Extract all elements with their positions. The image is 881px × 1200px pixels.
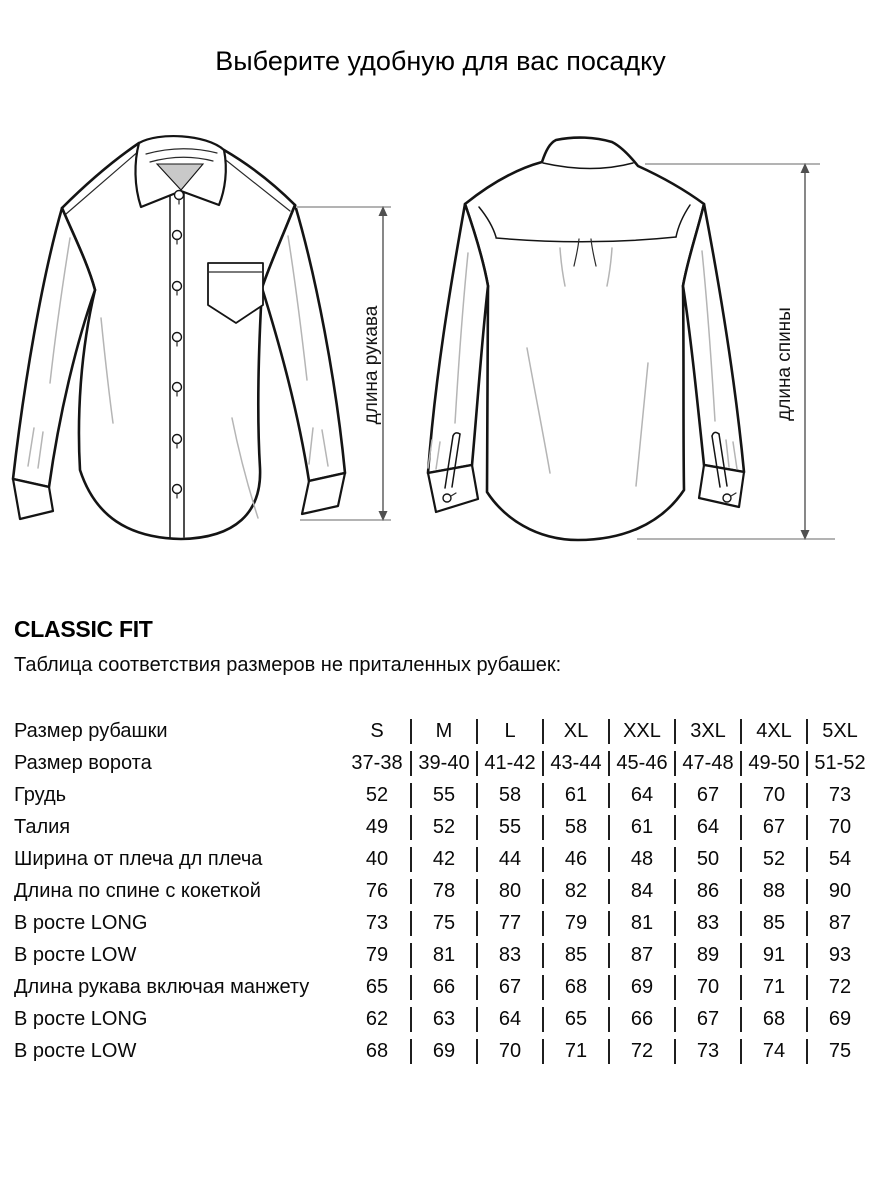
size-value: 73 xyxy=(806,783,872,808)
size-value: 52 xyxy=(410,815,476,840)
size-value: 51-52 xyxy=(806,751,872,776)
table-row xyxy=(14,975,872,1000)
row-label: Размер ворота xyxy=(14,752,152,774)
size-value: 45-46 xyxy=(608,751,674,776)
row-label: Размер рубашки xyxy=(14,720,168,742)
size-value: 70 xyxy=(476,1039,542,1064)
size-value: 67 xyxy=(674,783,740,808)
size-value: 64 xyxy=(608,783,674,808)
size-value: 46 xyxy=(542,847,608,872)
size-value: 65 xyxy=(365,976,389,998)
size-value: 93 xyxy=(806,943,872,968)
size-value: 71 xyxy=(740,975,806,1000)
table-row xyxy=(14,847,872,872)
table-row xyxy=(14,783,872,808)
size-value: 70 xyxy=(740,783,806,808)
size-value: 82 xyxy=(542,879,608,904)
size-value: 74 xyxy=(740,1039,806,1064)
size-value: 5XL xyxy=(806,719,872,744)
size-value: 3XL xyxy=(674,719,740,744)
size-value: S xyxy=(370,720,384,742)
size-value: 84 xyxy=(608,879,674,904)
size-value: 78 xyxy=(410,879,476,904)
size-value: 68 xyxy=(740,1007,806,1032)
size-value: 41-42 xyxy=(476,751,542,776)
size-value: 70 xyxy=(806,815,872,840)
size-value: 79 xyxy=(365,944,389,966)
size-value: M xyxy=(410,719,476,744)
size-value: 39-40 xyxy=(410,751,476,776)
size-value: 65 xyxy=(542,1007,608,1032)
section-heading: CLASSIC FIT xyxy=(14,616,153,642)
size-value: 63 xyxy=(410,1007,476,1032)
size-value: 85 xyxy=(542,943,608,968)
size-value: 52 xyxy=(740,847,806,872)
size-value: 64 xyxy=(476,1007,542,1032)
size-value: 55 xyxy=(476,815,542,840)
back-right-cuff xyxy=(699,465,744,507)
table-row xyxy=(14,911,872,936)
size-value: 52 xyxy=(365,784,389,806)
size-value: 81 xyxy=(410,943,476,968)
table-row xyxy=(14,879,872,904)
size-value: 88 xyxy=(740,879,806,904)
size-value: XXL xyxy=(608,719,674,744)
shirt-back-drawing xyxy=(428,138,744,540)
row-label: В росте LONG xyxy=(14,912,148,934)
size-value: 87 xyxy=(608,943,674,968)
size-value: 73 xyxy=(674,1039,740,1064)
table-row xyxy=(14,719,872,744)
size-value: XL xyxy=(542,719,608,744)
shirt-back-body xyxy=(465,138,704,540)
size-value: 54 xyxy=(806,847,872,872)
shirt-back-right-sleeve xyxy=(683,204,744,472)
size-value: 90 xyxy=(806,879,872,904)
size-value: 68 xyxy=(365,1040,389,1062)
size-value: 83 xyxy=(674,911,740,936)
back-length-label: длина спины xyxy=(774,307,795,421)
shirt-front-drawing xyxy=(13,136,345,539)
size-value: 64 xyxy=(674,815,740,840)
size-value: 70 xyxy=(674,975,740,1000)
size-value: 61 xyxy=(608,815,674,840)
size-value: 49-50 xyxy=(740,751,806,776)
row-label: Длина по спине с кокеткой xyxy=(14,880,261,902)
size-value: 86 xyxy=(674,879,740,904)
size-value: 67 xyxy=(674,1007,740,1032)
sleeve-length-label: длина рукава xyxy=(361,305,382,425)
size-value: 87 xyxy=(806,911,872,936)
size-value: 69 xyxy=(410,1039,476,1064)
size-table-container xyxy=(14,712,872,1071)
size-value: 77 xyxy=(476,911,542,936)
size-value: 40 xyxy=(365,848,389,870)
table-row xyxy=(14,751,872,776)
size-value: 66 xyxy=(608,1007,674,1032)
row-label: В росте LOW xyxy=(14,944,137,966)
size-value: L xyxy=(476,719,542,744)
size-value: 80 xyxy=(476,879,542,904)
size-value: 49 xyxy=(365,816,389,838)
size-value: 75 xyxy=(410,911,476,936)
size-value: 48 xyxy=(608,847,674,872)
size-value: 58 xyxy=(476,783,542,808)
size-value: 89 xyxy=(674,943,740,968)
page-title: Выберите удобную для вас посадку xyxy=(215,46,666,76)
shirt-illustrations xyxy=(0,118,881,578)
table-row xyxy=(14,815,872,840)
size-value: 69 xyxy=(608,975,674,1000)
size-value: 43-44 xyxy=(542,751,608,776)
size-value: 73 xyxy=(365,912,389,934)
size-value: 69 xyxy=(806,1007,872,1032)
size-value: 71 xyxy=(542,1039,608,1064)
section-subtitle: Таблица соответствия размеров не приталенных рубашек: xyxy=(14,654,562,676)
size-value: 85 xyxy=(740,911,806,936)
row-label: В росте LOW xyxy=(14,1040,137,1062)
row-label: Талия xyxy=(14,816,71,838)
row-label: Длина рукава включая манжету xyxy=(14,976,310,998)
size-value: 83 xyxy=(476,943,542,968)
back-left-cuff xyxy=(428,465,478,512)
size-value: 81 xyxy=(608,911,674,936)
size-value: 50 xyxy=(674,847,740,872)
size-value: 79 xyxy=(542,911,608,936)
size-value: 75 xyxy=(806,1039,872,1064)
size-value: 47-48 xyxy=(674,751,740,776)
size-value: 67 xyxy=(740,815,806,840)
row-label: Грудь xyxy=(14,784,67,806)
size-value: 62 xyxy=(365,1008,389,1030)
size-value: 61 xyxy=(542,783,608,808)
size-value: 76 xyxy=(365,880,389,902)
size-value: 42 xyxy=(410,847,476,872)
size-value: 55 xyxy=(410,783,476,808)
table-row xyxy=(14,1007,872,1032)
size-value: 72 xyxy=(806,975,872,1000)
size-table xyxy=(14,712,872,1071)
size-value: 72 xyxy=(608,1039,674,1064)
table-row xyxy=(14,1039,872,1064)
size-value: 44 xyxy=(476,847,542,872)
size-value: 68 xyxy=(542,975,608,1000)
size-value: 66 xyxy=(410,975,476,1000)
row-label: Ширина от плеча дл плеча xyxy=(14,848,263,870)
size-value: 67 xyxy=(476,975,542,1000)
size-value: 4XL xyxy=(740,719,806,744)
table-row xyxy=(14,943,872,968)
row-label: В росте LONG xyxy=(14,1008,148,1030)
size-value: 37-38 xyxy=(351,752,403,774)
size-value: 58 xyxy=(542,815,608,840)
size-value: 91 xyxy=(740,943,806,968)
